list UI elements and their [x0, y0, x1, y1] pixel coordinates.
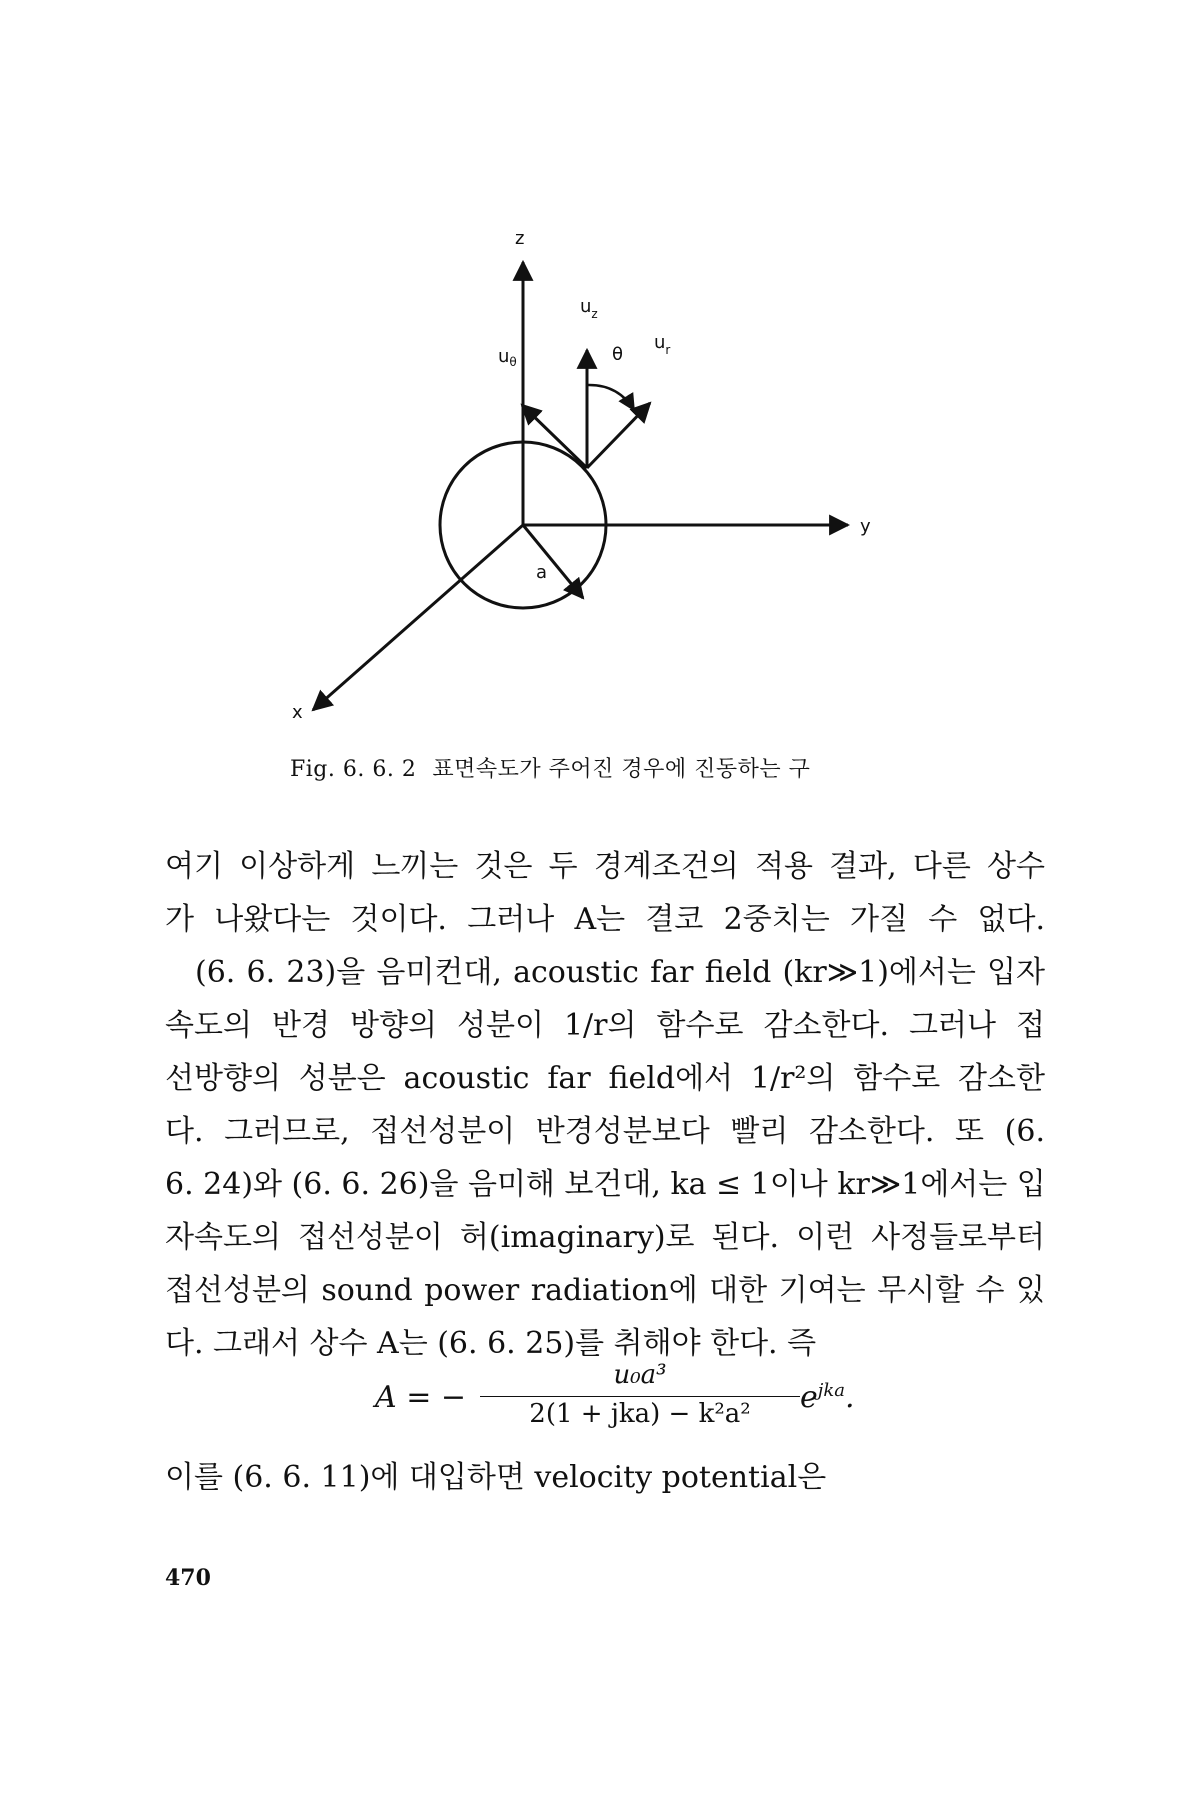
equation-exponential: $e^{jka}$. — [800, 1380, 855, 1415]
body-paragraph — [165, 840, 1045, 1370]
ur-label: $u_r$ — [654, 332, 671, 357]
equation-denominator: 2(1 + jka) − k²a² — [529, 1399, 751, 1429]
equation-fraction — [480, 1360, 800, 1429]
body-line: 다. 그래서 상수 A는 (6. 6. 25)를 취해야 한다. 즉 — [165, 1326, 817, 1361]
body-line: 6. 24)와 (6. 6. 26)을 음미해 보건대, ka ≤ 1이나 kr≫1에서는 입 — [165, 1167, 1046, 1202]
body-line: 자속도의 접선성분이 허(imaginary)로 된다. 이런 사정들로부터 — [165, 1220, 1045, 1255]
body-line: 접선성분의 sound power radiation에 대한 기여는 무시할 수 있 — [165, 1273, 1045, 1308]
uz-label: $u_z$ — [580, 296, 598, 321]
y-label: y — [860, 516, 871, 537]
body-line: 여기 이상하게 느끼는 것은 두 경계조건의 적용 결과, 다른 상수 — [165, 849, 1045, 884]
utheta-arrow — [522, 405, 587, 468]
equation-lhs: A = − — [375, 1380, 467, 1415]
x-axis — [313, 525, 523, 710]
body-line: 속도의 반경 방향의 성분이 1/r의 함수로 감소한다. 그러나 접 — [165, 1008, 1045, 1043]
theta-arc — [587, 385, 634, 410]
equation-A — [375, 1360, 895, 1440]
radius-arrow — [523, 525, 583, 598]
body-line: (6. 6. 23)을 음미컨대, acoustic far field (kr≫1)에서는 입자 — [195, 955, 1045, 990]
body-line: 가 나왔다는 것이다. 그러나 A는 결코 2중치는 가질 수 없다. — [165, 902, 1045, 937]
theta-label: θ — [612, 344, 624, 365]
x-label: x — [292, 702, 303, 723]
z-label: z — [515, 228, 525, 249]
body-line: 다. 그러므로, 접선성분이 반경성분보다 빨리 감소한다. 또 (6. — [165, 1114, 1045, 1149]
fraction-bar — [480, 1396, 800, 1397]
a-label: a — [536, 562, 548, 583]
sphere-velocity-diagram — [292, 228, 960, 723]
figure-caption — [290, 752, 990, 783]
figure-caption-text: 표면속도가 주어진 경우에 진동하는 구 — [432, 757, 811, 782]
body-line: 선방향의 성분은 acoustic far field에서 1/r²의 함수로 감소한 — [165, 1061, 1045, 1096]
body-line-after-equation: 이를 (6. 6. 11)에 대입하면 velocity potential은 — [165, 1460, 827, 1495]
page-number: 470 — [165, 1565, 211, 1591]
figure-number: Fig. 6. 6. 2 — [290, 757, 417, 782]
equation-numerator: u₀a³ — [613, 1360, 667, 1390]
utheta-label: $u_\theta$ — [498, 346, 517, 369]
ur-arrow — [587, 403, 650, 468]
